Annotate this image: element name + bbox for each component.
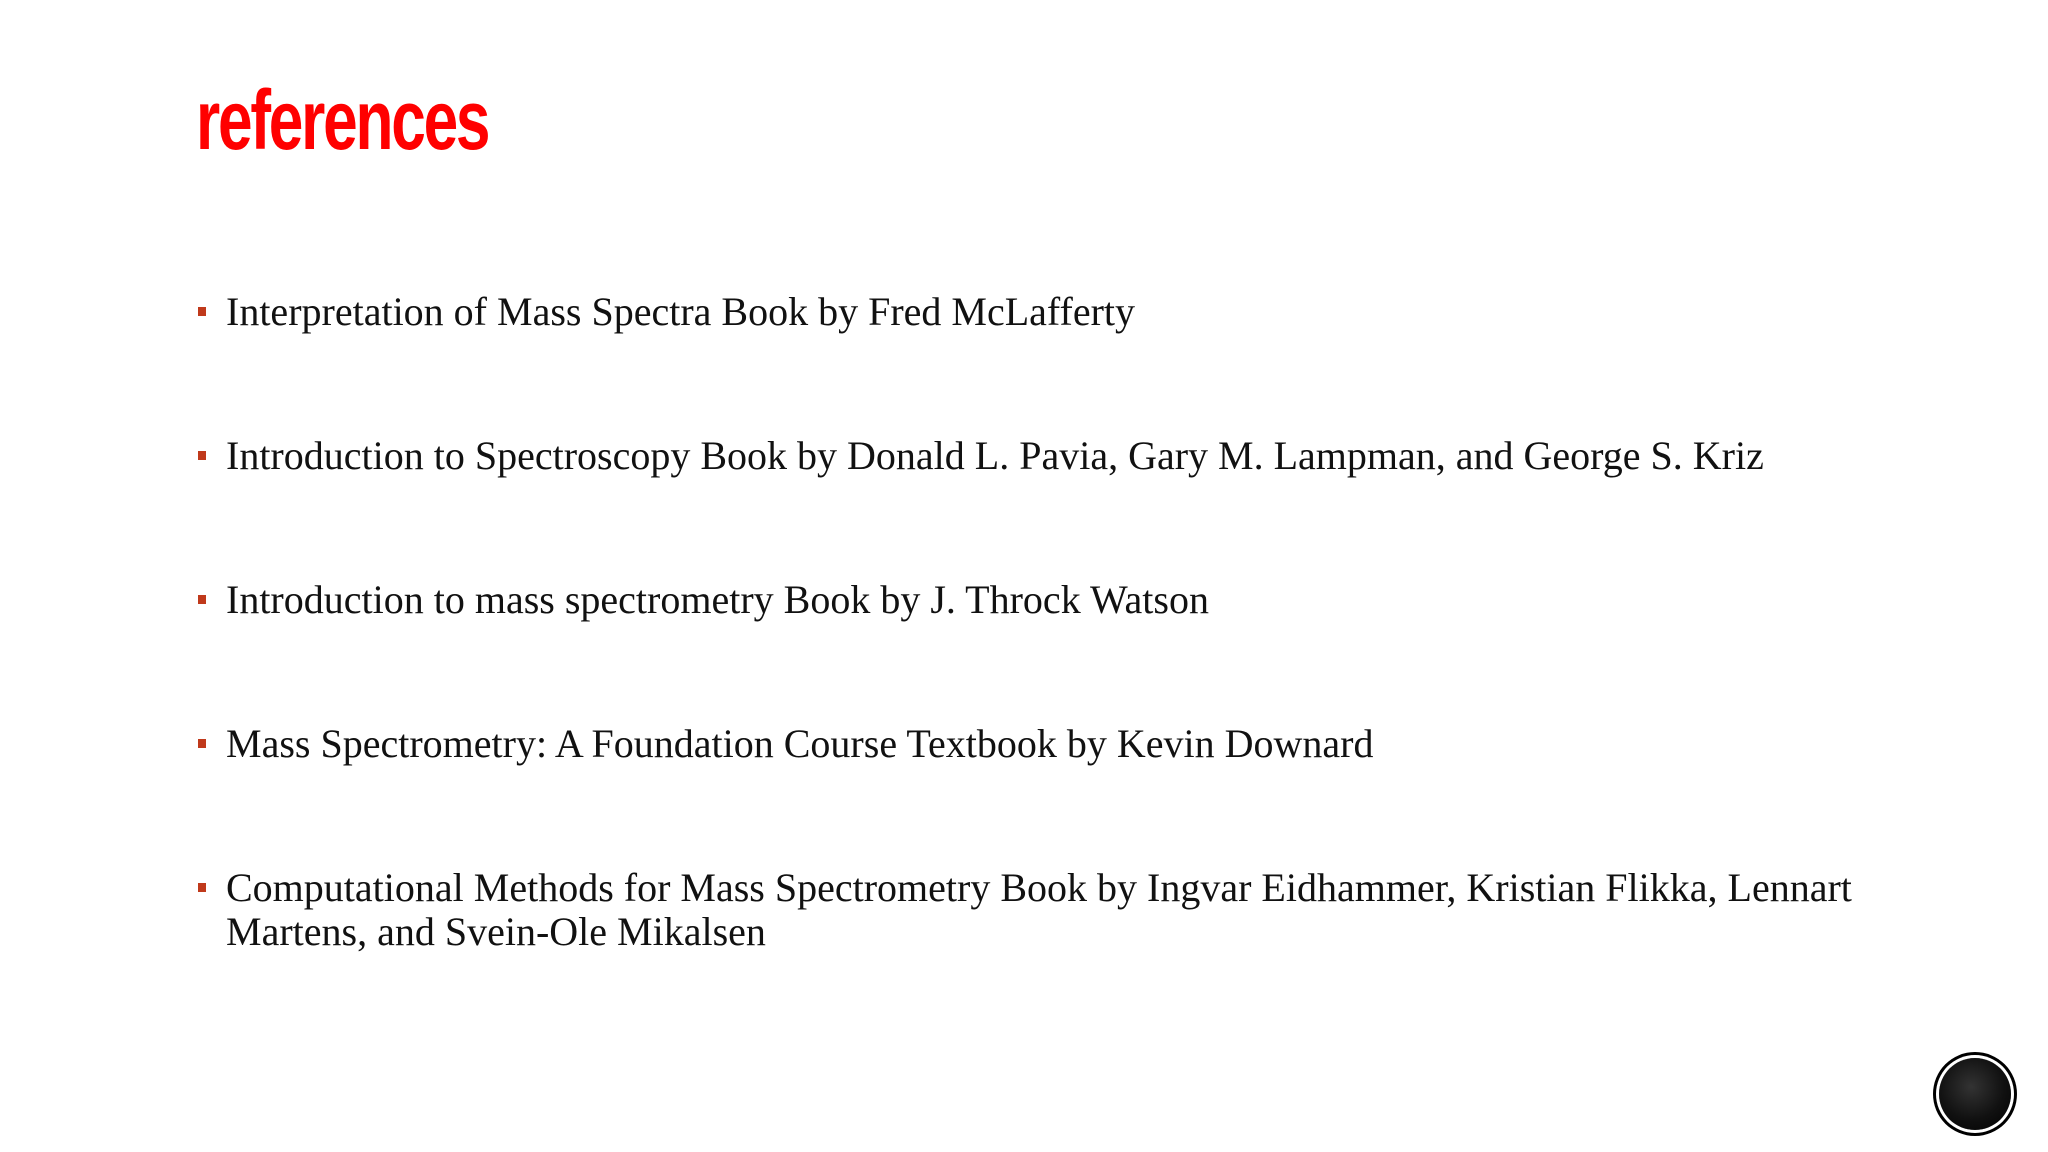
reference-text: Introduction to mass spectrometry Book by J. Throck Watson bbox=[226, 577, 1209, 622]
circle-badge-icon bbox=[1939, 1058, 2011, 1130]
square-bullet-icon bbox=[198, 595, 206, 604]
reference-text: Interpretation of Mass Spectra Book by Fred McLafferty bbox=[226, 289, 1136, 334]
reference-item-5 bbox=[198, 866, 1878, 954]
square-bullet-icon bbox=[198, 739, 206, 748]
reference-text: Computational Methods for Mass Spectrometry Book by Ingvar Eidhammer, Kristian Flikka, Lennart Martens, and Svein-Ole Mikalsen bbox=[226, 865, 1852, 954]
reference-item-2 bbox=[198, 434, 1878, 478]
reference-text: Mass Spectrometry: A Foundation Course Textbook by Kevin Downard bbox=[226, 721, 1374, 766]
reference-list bbox=[198, 290, 1878, 954]
reference-item-4 bbox=[198, 722, 1878, 766]
slide-title: references bbox=[196, 73, 489, 167]
square-bullet-icon bbox=[198, 451, 206, 460]
reference-item-1 bbox=[198, 290, 1878, 334]
reference-text: Introduction to Spectroscopy Book by Donald L. Pavia, Gary M. Lampman, and George S. Kriz bbox=[226, 433, 1764, 478]
square-bullet-icon bbox=[198, 883, 206, 892]
square-bullet-icon bbox=[198, 307, 206, 316]
reference-item-3 bbox=[198, 578, 1878, 622]
